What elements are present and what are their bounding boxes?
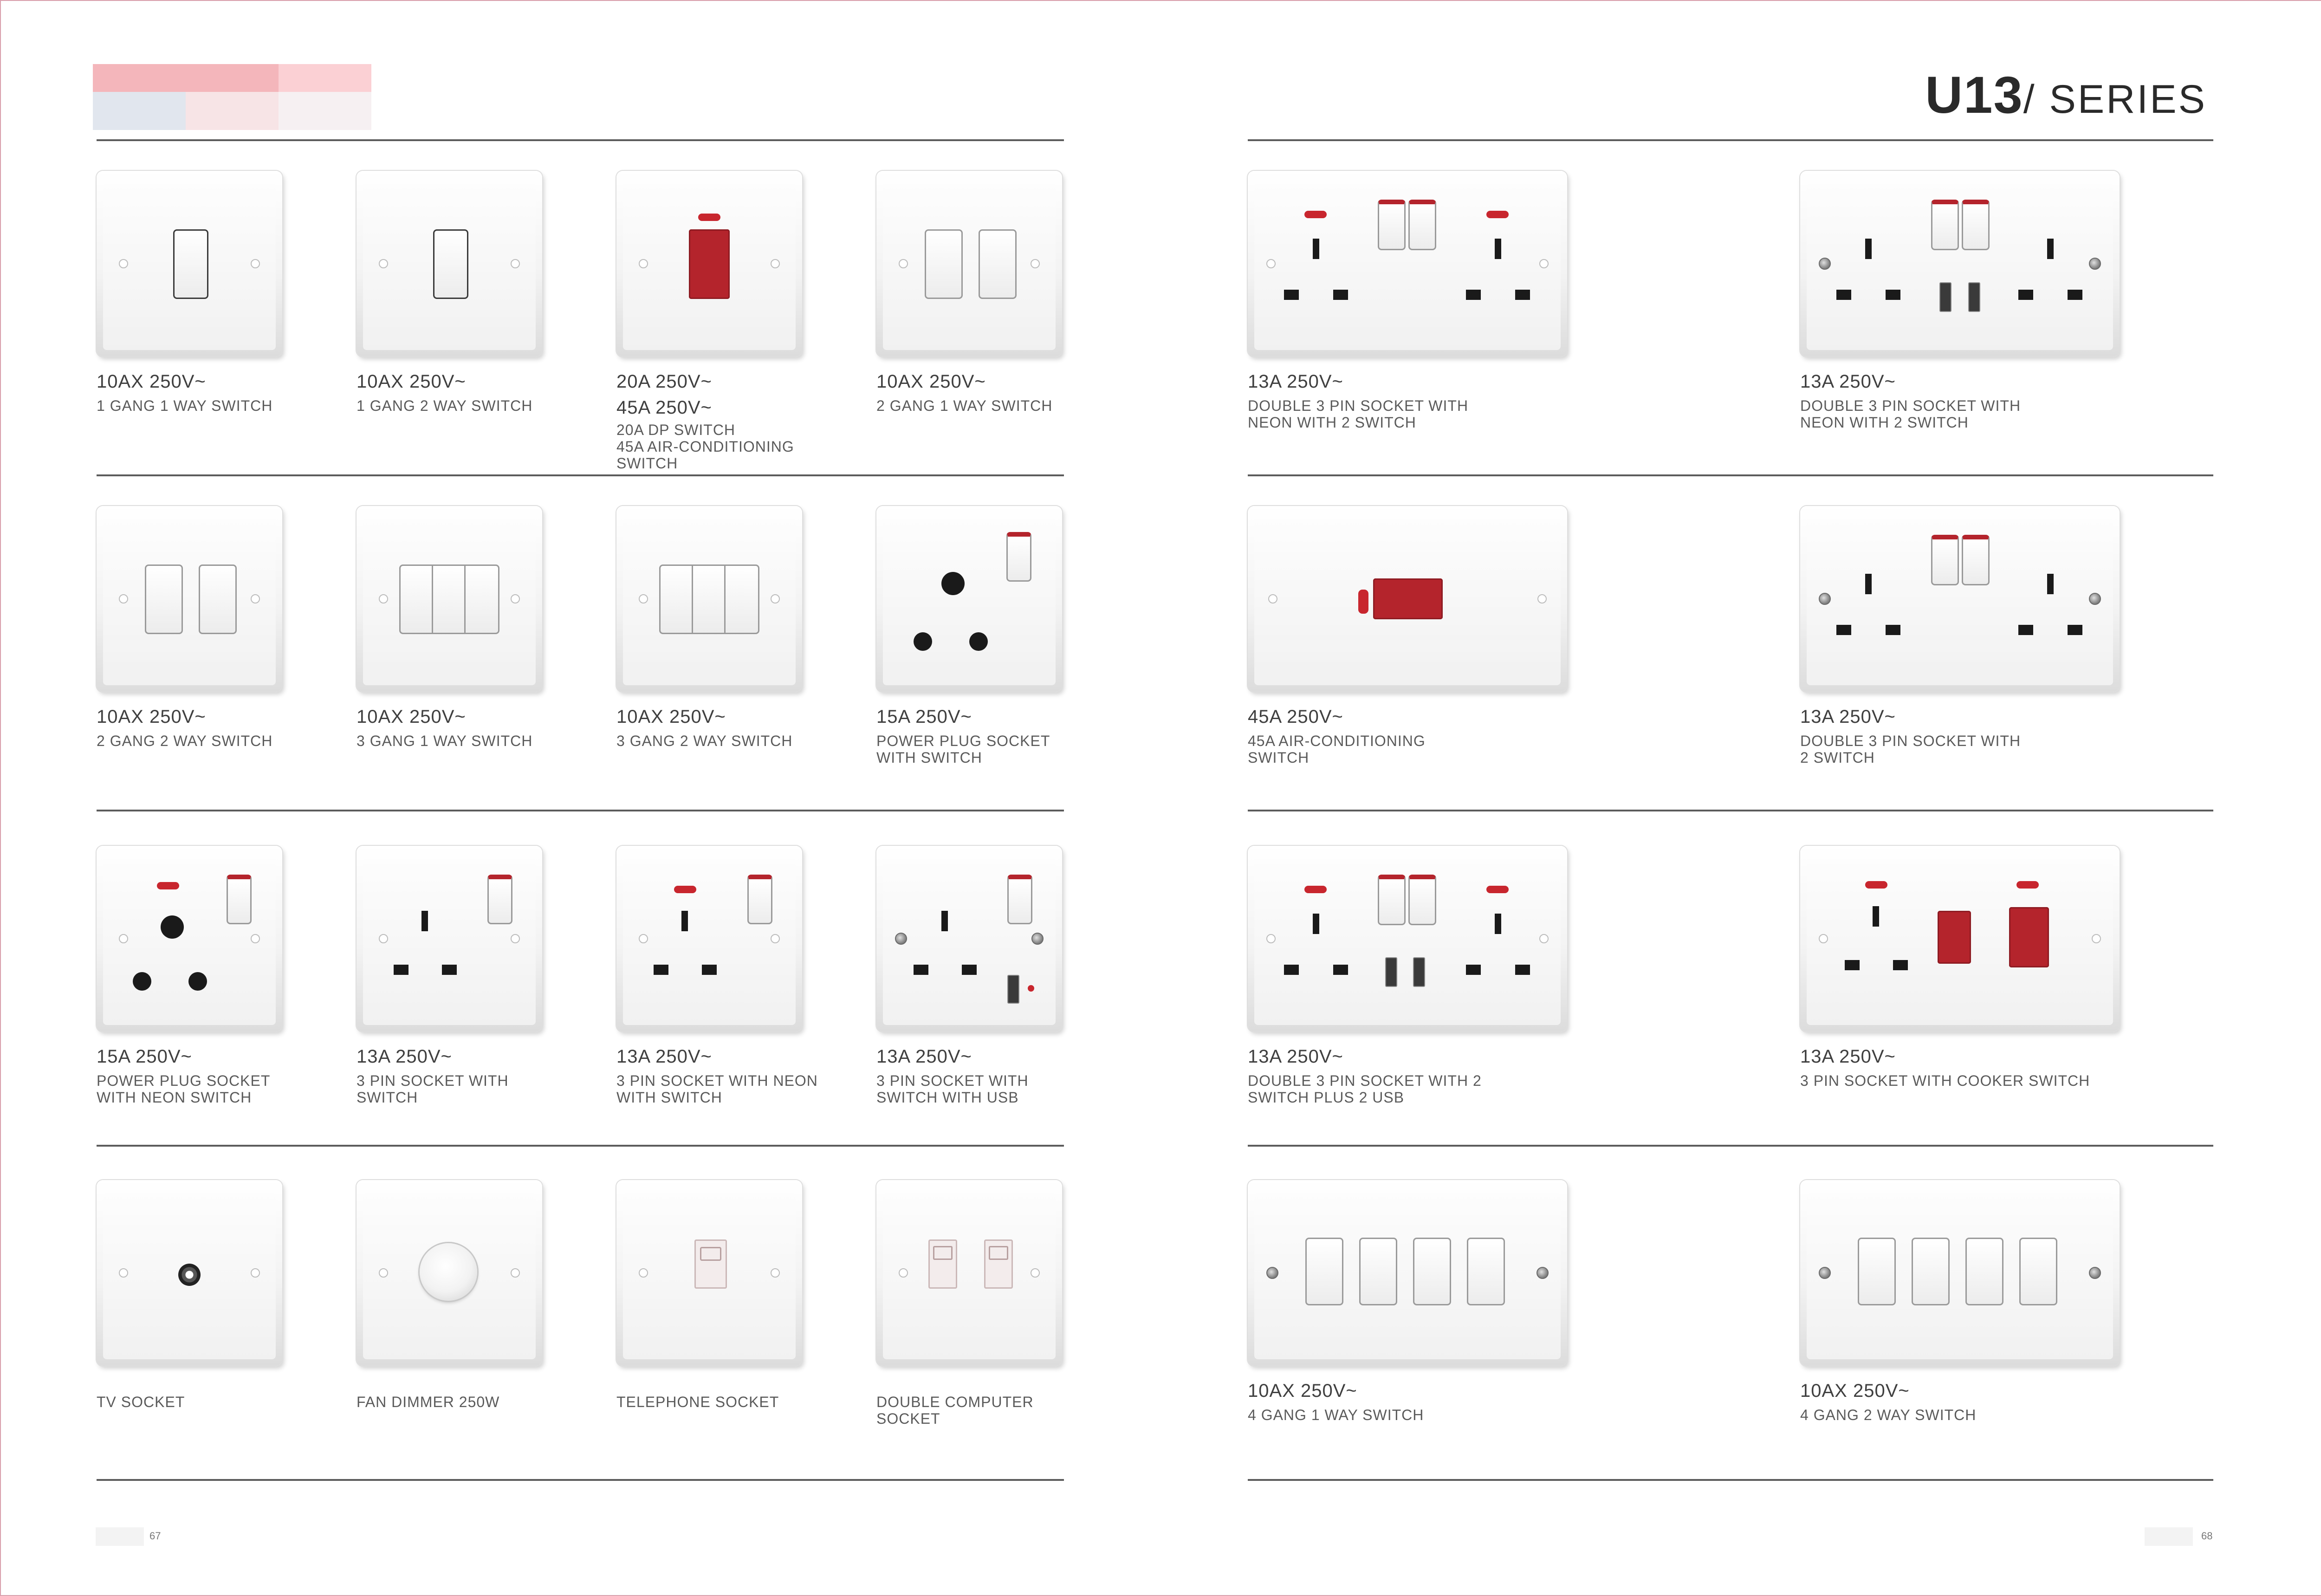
page-number-right: 68 (2201, 1530, 2213, 1542)
product-spec: 13A 250V~ (1248, 1046, 1343, 1067)
product-desc: 20A DP SWITCH 45A AIR-CONDITIONING SWITCH (616, 422, 794, 472)
rule-right-2 (1248, 810, 2213, 811)
rule-left-3 (97, 1145, 1064, 1147)
product-desc: DOUBLE COMPUTER SOCKET (876, 1394, 1034, 1427)
product-spec: 10AX 250V~ (357, 371, 466, 392)
product-card (876, 171, 1062, 414)
product-spec: 10AX 250V~ (1248, 1381, 1357, 1401)
product-card (1800, 171, 2120, 431)
product-card (97, 846, 282, 1106)
header-block-light (279, 64, 371, 92)
rule-right-3 (1248, 1145, 2213, 1147)
product-spec: 13A 250V~ (1800, 707, 1896, 727)
page-number-left: 67 (149, 1530, 161, 1542)
product-spec: 13A 250V~ (357, 1046, 452, 1067)
rule-right-1 (1248, 474, 2213, 476)
product-desc: TV SOCKET (97, 1394, 185, 1410)
product-card (357, 846, 542, 1106)
product-spec: 10AX 250V~ (616, 707, 726, 727)
product-desc: TELEPHONE SOCKET (616, 1394, 779, 1410)
header-block-pink (93, 64, 279, 92)
product-desc: 3 GANG 1 WAY SWITCH (357, 733, 533, 749)
rule-right-4 (1248, 1479, 2213, 1481)
product-desc: DOUBLE 3 PIN SOCKET WITH 2 SWITCH (1800, 733, 2021, 766)
product-spec: 13A 250V~ (1800, 1046, 1896, 1067)
product-card (616, 506, 802, 749)
product-desc: 3 PIN SOCKET WITH NEON WITH SWITCH (616, 1072, 818, 1106)
product-spec: 20A 250V~ (616, 371, 712, 392)
series-title: U13/ SERIES (1925, 66, 2207, 124)
product-desc: DOUBLE 3 PIN SOCKET WITH 2 SWITCH PLUS 2 USB (1248, 1072, 1482, 1106)
product-desc: POWER PLUG SOCKET WITH NEON SWITCH (97, 1072, 271, 1106)
product-spec: 10AX 250V~ (97, 707, 206, 727)
product-desc: 1 GANG 2 WAY SWITCH (357, 397, 533, 414)
product-desc: 3 PIN SOCKET WITH SWITCH (357, 1072, 509, 1106)
product-card (1800, 506, 2120, 766)
page-number-box-right (2145, 1527, 2193, 1546)
product-card (97, 506, 282, 749)
product-card (616, 1180, 802, 1410)
rule-left-4 (97, 1479, 1064, 1481)
product-desc: DOUBLE 3 PIN SOCKET WITH NEON WITH 2 SWITCH (1800, 397, 2021, 431)
product-spec: 15A 250V~ (97, 1046, 192, 1067)
product-card (616, 171, 802, 472)
product-card (357, 506, 542, 749)
header-block-blue (93, 92, 186, 130)
product-card (357, 171, 542, 414)
product-card (876, 506, 1062, 766)
product-spec: 45A 250V~ (1248, 707, 1343, 727)
header-block-pale (279, 92, 371, 130)
product-desc: FAN DIMMER 250W (357, 1394, 500, 1410)
rule-right-0 (1248, 139, 2213, 141)
product-card (876, 846, 1062, 1106)
product-desc: 45A AIR-CONDITIONING SWITCH (1248, 733, 1426, 766)
product-desc: 2 GANG 2 WAY SWITCH (97, 733, 273, 749)
product-card (616, 846, 818, 1106)
product-spec: 13A 250V~ (616, 1046, 712, 1067)
product-spec: 13A 250V~ (1248, 371, 1343, 392)
product-card (876, 1180, 1062, 1427)
product-desc: 2 GANG 1 WAY SWITCH (876, 397, 1053, 414)
product-card (1248, 171, 1567, 431)
rule-left-1 (97, 474, 1064, 476)
product-desc: 4 GANG 2 WAY SWITCH (1800, 1407, 1977, 1423)
product-spec: 13A 250V~ (876, 1046, 972, 1067)
product-card (1248, 846, 1567, 1106)
rule-left-0 (97, 139, 1064, 141)
product-desc: 1 GANG 1 WAY SWITCH (97, 397, 273, 414)
product-desc: 3 GANG 2 WAY SWITCH (616, 733, 793, 749)
product-desc: 3 PIN SOCKET WITH COOKER SWITCH (1800, 1072, 2090, 1089)
dimmer-knob (420, 1243, 477, 1301)
product-card (1248, 1180, 1567, 1423)
product-spec: 10AX 250V~ (97, 371, 206, 392)
product-card (97, 171, 282, 414)
product-card (1800, 1180, 2120, 1423)
product-desc: 3 PIN SOCKET WITH SWITCH WITH USB (876, 1072, 1029, 1106)
product-card (1800, 846, 2120, 1089)
product-spec: 10AX 250V~ (876, 371, 986, 392)
product-card (97, 1180, 282, 1410)
product-desc: DOUBLE 3 PIN SOCKET WITH NEON WITH 2 SWITCH (1248, 397, 1469, 431)
product-card (357, 1180, 542, 1410)
product-spec: 13A 250V~ (1800, 371, 1896, 392)
product-card (1248, 506, 1567, 766)
product-spec: 10AX 250V~ (1800, 1381, 1910, 1401)
product-desc: POWER PLUG SOCKET WITH SWITCH (876, 733, 1050, 766)
page-number-box-left (96, 1527, 144, 1546)
product-spec: 10AX 250V~ (357, 707, 466, 727)
product-desc: 4 GANG 1 WAY SWITCH (1248, 1407, 1424, 1423)
product-spec: 15A 250V~ (876, 707, 972, 727)
rule-left-2 (97, 810, 1064, 811)
header-block-blush (186, 92, 279, 130)
product-spec-2: 45A 250V~ (616, 397, 712, 418)
